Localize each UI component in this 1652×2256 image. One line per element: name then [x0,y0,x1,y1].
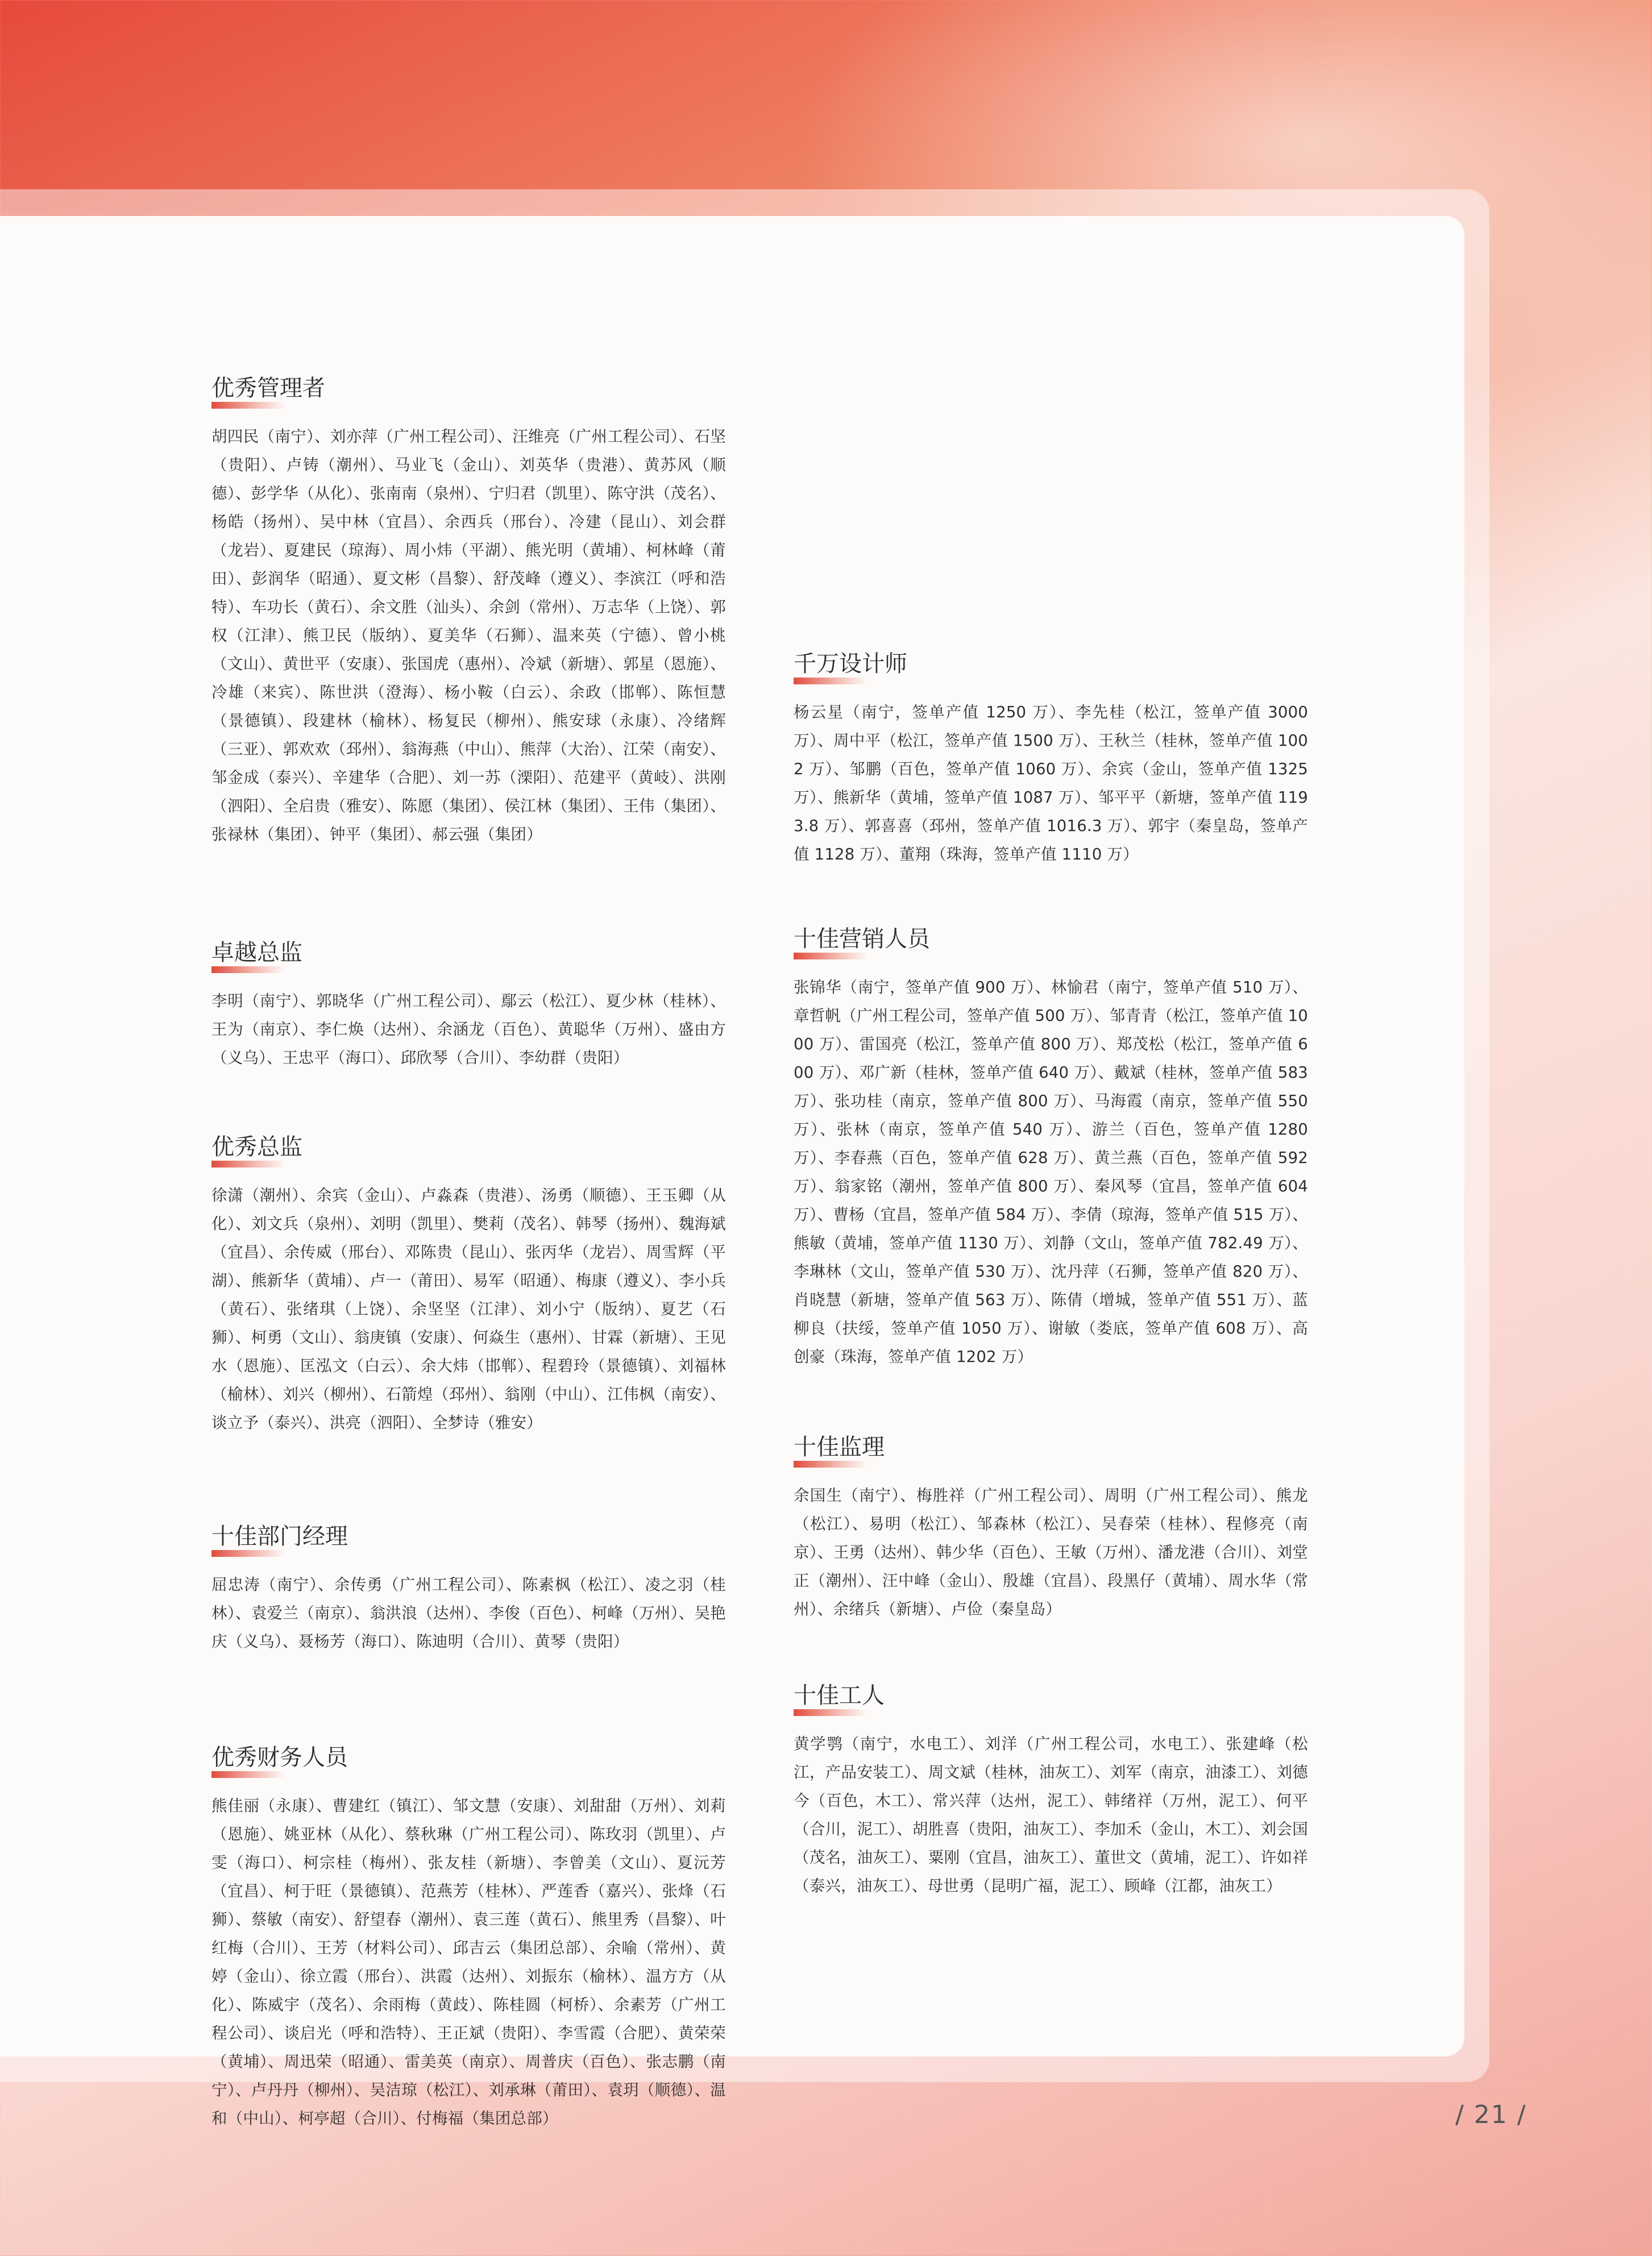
content-panel [0,216,1464,2128]
title-underline [211,1550,285,1557]
section-title [211,1131,302,1168]
section-title-text: 十佳营销人员 [794,926,930,952]
title-underline [211,1771,285,1778]
section-title-text: 卓越总监 [211,940,302,966]
section-top-designers [794,648,1308,869]
section-excellent-managers [211,372,726,849]
title-underline [794,678,867,684]
section-body: 张锦华（南宁，签单产值 900 万）、林愉君（南宁，签单产值 510 万）、章哲帆（广州工程公司，签单产值 500 万）、邹青青（松江，签单产值 1000 万）、雷国亮（松江，签单产值 800 万）、郑茂松（松江，签单产值 600 万）、邓广新（桂林，签单产值 640 万）、戴斌（桂林，签单产值 583 万）、张功桂（南京，签单产值 800 万）、马海霞（南京，签单产值 550 万）、张林（南京，签单产值 540 万）、游兰（百色，签单产值 1280 万）、李春燕（百色，签单产值 628 万）、黄兰燕（百色，签单产值 592 万）、翁家铭（潮州，签单产值 800 万）、秦风琴（宜昌，签单产值 604 万）、曹杨（宜昌，签单产值 584 万）、李倩（琼海，签单产值 515 万）、熊敏（黄埔，签单产值 1130 万）、刘静（文山，签单产值 782.49 万）、李琳林（文山，签单产值 530 万）、沈丹萍（石狮，签单产值 820 万）、肖晓慧（新塘，签单产值 563 万）、陈倩（增城，签单产值 551 万）、蓝柳良（扶绥，签单产值 1050 万）、谢敏（娄底，签单产值 608 万）、高创豪（珠海，签单产值 1202 万） [794,978,1308,1366]
section-title [794,1680,885,1716]
section-title [794,648,907,684]
title-underline [794,1461,867,1468]
title-underline [211,402,285,409]
section-title-text: 优秀财务人员 [211,1744,348,1771]
title-underline [211,1161,285,1168]
section-outstanding-directors [211,937,726,1072]
section-body: 余国生（南宁）、梅胜祥（广州工程公司）、周明（广州工程公司）、熊龙（松江）、易明（松江）、邹森林（松江）、吴春荣（桂林）、程修亮（南京）、王勇（达州）、韩少华（百色）、王敏（万州）、潘龙港（合川）、刘堂正（潮州）、汪中峰（金山）、殷雄（宜昌）、段黑仔（黄埔）、周水华（常州）、余绪兵（新塘）、卢俭（秦皇岛） [794,1486,1308,1618]
section-top-supervisors [794,1431,1308,1623]
title-underline [794,953,867,959]
section-title-text: 十佳部门经理 [211,1523,348,1549]
page-number: / 21 / [1455,2100,1527,2129]
section-top-sales [794,923,1308,1371]
section-title [211,1742,348,1778]
section-title [794,1431,885,1468]
section-title [211,1520,348,1557]
section-title-text: 优秀总监 [211,1134,302,1160]
title-underline [211,966,285,973]
section-body: 杨云星（南宁，签单产值 1250 万）、李先桂（松江，签单产值 3000 万）、周中平（松江，签单产值 1500 万）、王秋兰（桂林，签单产值 1002 万）、邹鹏（百色，签单产值 1060 万）、余宾（金山，签单产值 1325 万）、熊新华（黄埔，签单产值 1087 万）、邹平平（新塘，签单产值 1193.8 万）、郭喜喜（邳州，签单产值 1016.3 万）、郭宇（秦皇岛，签单产值 1128 万）、董翔（珠海，签单产值 1110 万） [794,703,1308,863]
section-excellent-directors [211,1131,726,1437]
section-title-text: 千万设计师 [794,651,907,677]
section-title [794,923,930,959]
section-top-department-managers [211,1520,726,1656]
title-underline [794,1709,867,1716]
section-title-text: 十佳监理 [794,1434,885,1460]
section-body: 熊佳丽（永康）、曹建红（镇江）、邹文慧（安康）、刘甜甜（万州）、刘莉（恩施）、姚亚林（从化）、蔡秋琳（广州工程公司）、陈玫羽（凯里）、卢雯（海口）、柯宗桂（梅州）、张友桂（新塘）、李曾美（文山）、夏沅芳（宜昌）、柯于旺（景德镇）、范燕芳（桂林）、严莲香（嘉兴）、张烽（石狮）、蔡敏（南安）、舒望春（潮州）、袁三莲（黄石）、熊里秀（昌黎）、叶红梅（合川）、王芳（材料公司）、邱吉云（集团总部）、余喻（常州）、黄婷（金山）、徐立霞（邢台）、洪霞（达州）、刘振东（榆林）、温方方（从化）、陈威宇（茂名）、余雨梅（黄歧）、陈桂圆（柯桥）、余素芳（广州工程公司）、谈启光（呼和浩特）、王正斌（贵阳）、李雪霞（合肥）、黄荣荣（黄埔）、周迅荣（昭通）、雷美英（南京）、周普庆（百色）、张志鹏（南宁）、卢丹丹（柳州）、吴洁琼（松江）、刘承琳（莆田）、袁玥（顺德）、温和（中山）、柯亭超（合川）、付梅福（集团总部） [211,1797,726,2128]
section-title-text: 优秀管理者 [211,375,325,401]
section-title-text: 十佳工人 [794,1682,885,1709]
section-body: 屈忠涛（南宁）、余传勇（广州工程公司）、陈素枫（松江）、凌之羽（桂林）、袁爱兰（南京）、翁洪浪（达州）、李俊（百色）、柯峰（万州）、吴艳庆（义乌）、聂杨芳（海口）、陈迪明（合川）、黄琴（贵阳） [211,1576,726,1651]
section-top-workers [794,1680,1308,1900]
section-title [211,372,325,409]
section-title [211,937,302,973]
section-body: 徐潇（潮州）、余宾（金山）、卢淼森（贵港）、汤勇（顺德）、王玉卿（从化）、刘文兵（泉州）、刘明（凯里）、樊莉（茂名）、韩琴（扬州）、魏海斌（宜昌）、余传威（邢台）、邓陈贵（昆山）、张丙华（龙岩）、周雪辉（平湖）、熊新华（黄埔）、卢一（莆田）、易军（昭通）、梅康（遵义）、李小兵（黄石）、张绪琪（上饶）、余坚坚（江津）、刘小宁（版纳）、夏艺（石狮）、柯勇（文山）、翁庚镇（安康）、何焱生（惠州）、甘霖（新塘）、王见水（恩施）、匡泓文（白云）、余大炜（邯郸）、程碧玲（景德镇）、刘福林（榆林）、刘兴（柳州）、石箭煌（邳州）、翁刚（中山）、江伟枫（南安）、谈立予（泰兴）、洪亮（泗阳）、全梦诗（雅安） [211,1186,726,1432]
section-body: 胡四民（南宁）、刘亦萍（广州工程公司）、汪维亮（广州工程公司）、石坚（贵阳）、卢铸（潮州）、马业飞（金山）、刘英华（贵港）、黄苏风（顺德）、彭学华（从化）、张南南（泉州）、宁归君（凯里）、陈守洪（茂名）、杨皓（扬州）、吴中林（宜昌）、余西兵（邢台）、冷建（昆山）、刘会群（龙岩）、夏建民（琼海）、周小炜（平湖）、熊光明（黄埔）、柯林峰（莆田）、彭润华（昭通）、夏文彬（昌黎）、舒茂峰（遵义）、李滨江（呼和浩特）、车功长（黄石）、余文胜（汕头）、余剑（常州）、万志华（上饶）、郭权（江津）、熊卫民（版纳）、夏美华（石狮）、温来英（宁德）、曾小桃（文山）、黄世平（安康）、张国虎（惠州）、冷斌（新塘）、郭星（恩施）、冷雄（来宾）、陈世洪（澄海）、杨小鞍（白云）、余政（邯郸）、陈恒慧（景德镇）、段建林（榆林）、杨复民（柳州）、熊安球（永康）、冷绪辉（三亚）、郭欢欢（邳州）、翁海燕（中山）、熊萍（大治）、江荣（南安）、邹金成（泰兴）、辛建华（合肥）、刘一苏（溧阳）、范建平（黄岐）、洪刚（泗阳）、全启贵（雅安）、陈愿（集团）、侯江林（集团）、王伟（集团）、张禄林（集团）、钟平（集团）、郝云强（集团） [211,427,726,844]
section-body: 李明（南宁）、郭晓华（广州工程公司）、鄢云（松江）、夏少林（桂林）、王为（南京）、李仁焕（达州）、余涵龙（百色）、黄聪华（万州）、盛由方（义乌）、王忠平（海口）、邱欣琴（合川）、李幼群（贵阳） [211,992,726,1067]
section-excellent-finance [211,1742,726,2133]
section-body: 黄学鹗（南宁，水电工）、刘洋（广州工程公司，水电工）、张建峰（松江，产品安装工）、周文斌（桂林，油灰工）、刘军（南京，油漆工）、刘德今（百色，木工）、常兴萍（达州，泥工）、韩绪祥（万州，泥工）、何平（合川，泥工）、胡胜喜（贵阳，油灰工）、李加禾（金山，木工）、刘会国（茂名，油灰工）、粟刚（宜昌，油灰工）、董世文（黄埔，泥工）、许如祥（泰兴，油灰工）、母世勇（昆明广福，泥工）、顾峰（江都，油灰工） [794,1735,1308,1895]
